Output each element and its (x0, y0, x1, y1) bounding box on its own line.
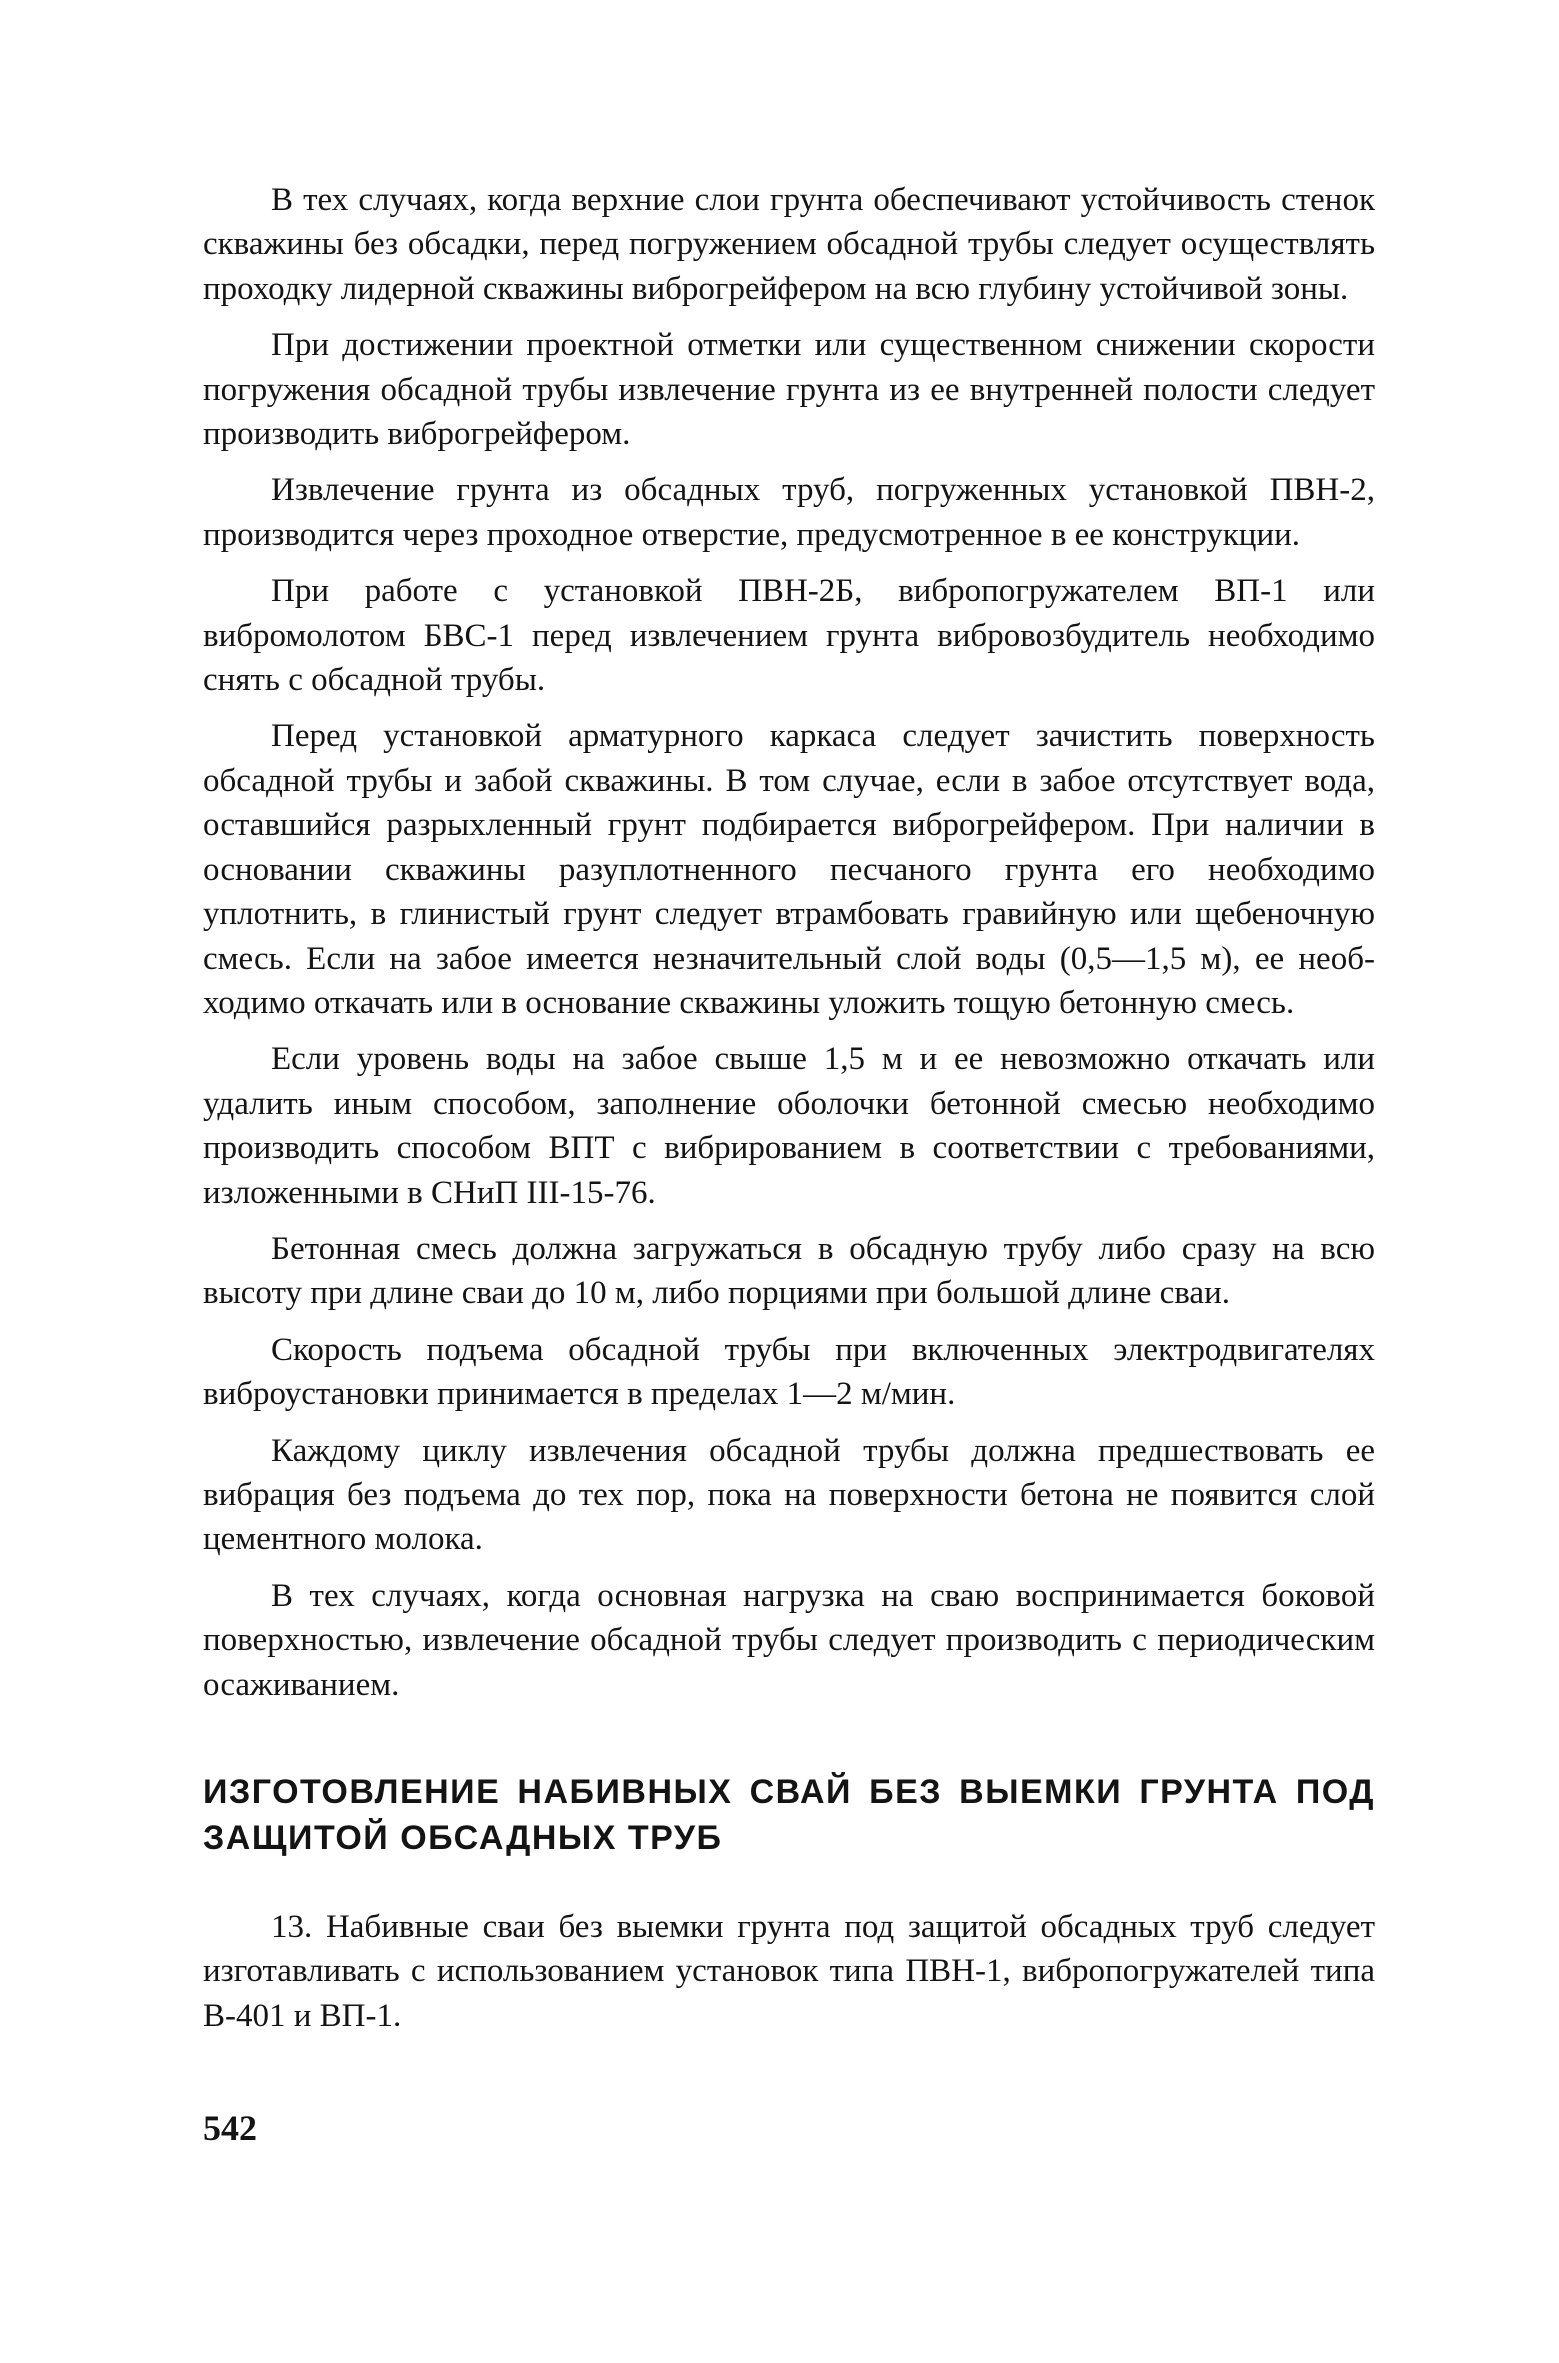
paragraph-9: Каждому циклу извлечения обсадной трубы должна предшествовать ее вибрация без подъема до тех пор, пока на поверхности бетона не появится слой цементного молока. (203, 1432, 1375, 1558)
paragraph-2: При достижении проектной отметки или существенном снижении скорости погружения обсадной трубы извлечение грунта из ее внутренней полости следует производить виброгрейфером. (203, 327, 1375, 453)
document-page (203, 178, 1375, 2298)
paragraph-6: Если уровень воды на забое свыше 1,5 м и ее невозможно откачать или удалить иным способом, заполнение оболочки бетонной смесью необходимо производить способом ВПТ с вибрированием в соответствии с требованиями, изложенными в СНиП III-15-76. (203, 1041, 1375, 1211)
paragraph-4: При работе с установкой ПВН-2Б, вибропогружателем ВП-1 или вибромолотом БВС-1 перед извлечением грунта вибровозбудитель необходимо снять с обсадной трубы. (203, 573, 1375, 699)
paragraph-8: Скорость подъема обсадной трубы при включенных электродвигателях виброустановки принимается в пределах 1—2 м/мин. (203, 1331, 1375, 1413)
paragraph-7: Бетонная смесь должна загружаться в обсадную трубу либо сразу на всю высоту при длине сваи до 10 м, либо порциями при большой длине сваи. (203, 1230, 1375, 1312)
page-number: 542 (203, 2108, 257, 2148)
section-heading: ИЗГОТОВЛЕНИЕ НАБИВНЫХ СВАЙ БЕЗ ВЫЕМКИ ГРУНТА ПОД ЗАЩИТОЙ ОБСАДНЫХ ТРУБ (203, 1773, 1375, 1857)
paragraph-10: В тех случаях, когда основная нагрузка на сваю воспринимается боковой поверхностью, извлечение обсадной трубы следует производить с периодическим осаживанием. (203, 1577, 1375, 1703)
paragraph-5: Перед установкой арматурного каркаса следует зачистить поверхность обсадной трубы и забой скважины. В том случае, если в забое отсутствует вода, оставшийся разрыхленный грунт подбирается виброгрейфером. При наличии в основании скважины разуплотненного песчаного грунта его необходимо уплотнить, в глинистый грунт следует втрамбовать гравийную или щебеночную смесь. Если на забое имеется незначительный слой воды (0,5—1,5 м), ее необходимо откачать или в основание скважины уложить тощую бетонную смесь. (203, 718, 1375, 1021)
paragraph-3: Извлечение грунта из обсадных труб, погруженных установкой ПВН-2, производится через проходное отверстие, предусмотренное в ее конструкции. (203, 472, 1375, 553)
paragraph-1: В тех случаях, когда верхние слои грунта обеспечивают устойчивость стенок скважины без обсадки, перед погружением обсадной трубы следует осуществлять проходку лидерной скважины виброгрейфером на всю глубину устойчивой зоны. (203, 182, 1375, 307)
section-paragraph-13: 13. Набивные сваи без выемки грунта под защитой обсадных труб следует изготавливать с использованием установок типа ПВН-1, вибропогружателей типа В-401 и ВП-1. (203, 1909, 1375, 2034)
